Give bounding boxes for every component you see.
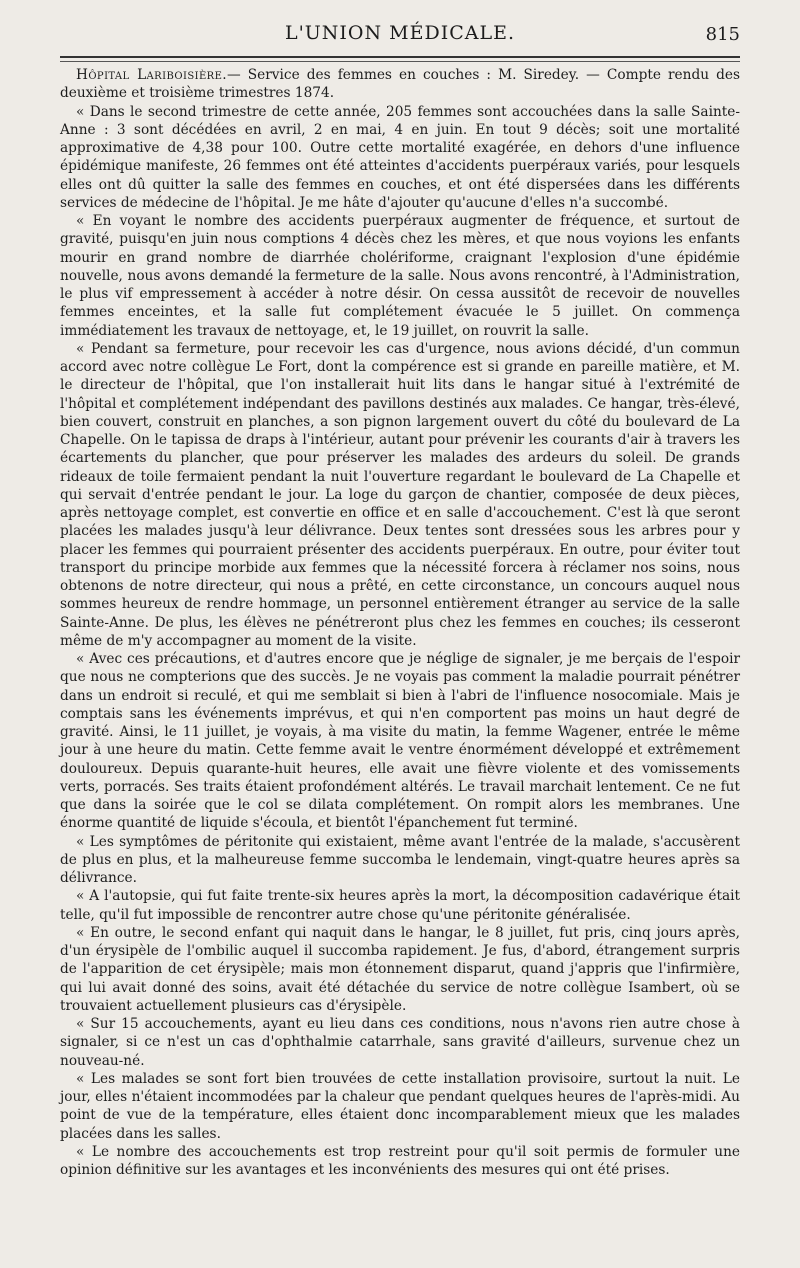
header-rule <box>60 56 740 62</box>
paragraph: « En outre, le second enfant qui naquit dans le hangar, le 8 juillet, fut pris, cinq jours après, d'un érysipèle de l'ombilic auquel il succomba rapidement. Je fus, d'abord, étrangement surpris de l'apparition de cet érysipèle; mais mon étonnement disparut, quand j'appris que l'infirmière, qui lui avait donné des soins, avait été détachée du service de notre collègue Isambert, où se trouvaient actuellement plusieurs cas d'érysipèle. <box>60 924 740 1014</box>
paragraph: « Les symptômes de péritonite qui existaient, même avant l'entrée de la malade, s'accusèrent de plus en plus, et la malheureuse femme succomba le lendemain, vingt-quatre heures après sa délivrance. <box>60 833 740 886</box>
intro-text: — Service des femmes en couches : M. Siredey. — Compte rendu des deuxième et troisième trimestres 1874. <box>60 67 740 102</box>
article-body <box>60 66 740 1179</box>
page-number: 815 <box>705 24 740 45</box>
paragraph: « Le nombre des accouchements est trop restreint pour qu'il soit permis de formuler une opinion définitive sur les avantages et les inconvénients des mesures qui ont été prises. <box>60 1143 740 1178</box>
paragraph: « Dans le second trimestre de cette année, 205 femmes sont accouchées dans la salle Sainte-Anne : 3 sont décédées en avril, 2 en mai, 4 en juin. En tout 9 décès; soit une mortalité approximative de 4,38 pour 100. Outre cette mortalité exagérée, en dehors d'une influence épidémique manifeste, 26 femmes ont été atteintes d'accidents puerpéraux variés, pour lesquels elles ont dû quitter la salle des femmes en couches, et ont été dispersées dans les différents services de médecine de l'hôpital. Je me hâte d'ajouter qu'aucune d'elles n'a succombé. <box>60 103 740 211</box>
paragraph: « Pendant sa fermeture, pour recevoir les cas d'urgence, nous avions décidé, d'un commun accord avec notre collègue Le Fort, dont la compérence est si grande en pareille matière, et M. le directeur de l'hôpital, que l'on installerait huit lits dans le hangar situé à l'extrémité de l'hôpital et complétement indépendant des pavillons destinés aux malades. Ce hangar, très-élevé, bien couvert, construit en planches, a son pignon largement ouvert du côté du boulevard de La Chapelle. On le tapissa de draps à l'intérieur, autant pour prévenir les courants d'air à travers les écartements du plancher, que pour préserver les malades des ardeurs du soleil. De grands rideaux de toile fermaient pendant la nuit l'ouverture regardant le boulevard de La Chapelle et qui servait d'entrée pendant le jour. La loge du garçon de chantier, composée de deux pièces, après nettoyage complet, est convertie en office et en salle d'accouchement. C'est là que seront placées les malades jusqu'à leur délivrance. Deux tentes sont dressées sous les arbres pour y placer les femmes qui pourraient présenter des accidents puerpéraux. En outre, pour éviter tout transport du principe morbide aux femmes que la nécessité forcera à réclamer nos soins, nous obtenons de notre directeur, qui nous a prêté, en cette circonstance, un concours auquel nous sommes heureux de rendre hommage, un personnel entièrement étranger au service de la salle Sainte-Anne. De plus, les élèves ne pénétreront plus chez les femmes en couches; ils cesseront même de m'y accompagner au moment de la visite. <box>60 340 740 649</box>
page-header <box>60 22 740 56</box>
paragraph: « En voyant le nombre des accidents puerpéraux augmenter de fréquence, et surtout de gravité, puisqu'en juin nous comptions 4 décès chez les mères, et que nous voyions les enfants mourir en grand nombre de diarrhée cholériforme, craignant l'explosion d'une épidémie nouvelle, nous avons demandé la fermeture de la salle. Nous avons rencontré, à l'Administration, le plus vif empressement à accéder à notre désir. On cessa aussitôt de recevoir de nouvelles femmes enceintes, et la salle fut complétement évacuée le 5 juillet. On commença immédiatement les travaux de nettoyage, et, le 19 juillet, on rouvrit la salle. <box>60 213 740 339</box>
paragraph: « Les malades se sont fort bien trouvées de cette installation provisoire, surtout la nuit. Le jour, elles n'étaient incommodées par la chaleur que pendant quelques heures de l'après-midi. Au point de vue de la température, elles étaient donc incomparablement mieux que les malades placées dans les salles. <box>60 1070 740 1142</box>
running-title: L'UNION MÉDICALE. <box>284 22 516 44</box>
paragraph: « Sur 15 accouchements, ayant eu lieu dans ces conditions, nous n'avons rien autre chose à signaler, si ce n'est un cas d'ophthalmie catarrhale, sans gravité d'ailleurs, survenue chez un nouveau-né. <box>60 1016 740 1069</box>
paragraph: « Avec ces précautions, et d'autres encore que je néglige de signaler, je me berçais de l'espoir que nous ne compterions que des succès. Je ne voyais pas comment la maladie pourrait pénétrer dans un endroit si reculé, et qui me semblait si bien à l'abri de l'influence nosocomiale. Mais je comptais sans les événements imprévus, et qui n'en comportent pas moins un haut degré de gravité. Ainsi, le 11 juillet, je voyais, à ma visite du matin, la femme Wagener, entrée le même jour à une heure du matin. Cette femme avait le ventre énormément développé et extrêmement douloureux. Depuis quarante-huit heures, elle avait une fièvre violente et des vomissements verts, porracés. Ses traits étaient profondément altérés. Le travail marchait lentement. Ce ne fut que dans la soirée que le col se dilata complétement. On rompit alors les membranes. Une énorme quantité de liquide s'écoula, et bientôt l'épanchement fut terminé. <box>60 651 740 832</box>
hospital-name: Hôpital Lariboisière. <box>76 67 228 83</box>
article-intro <box>60 66 740 103</box>
paragraph: « A l'autopsie, qui fut faite trente-six heures après la mort, la décomposition cadavérique était telle, qu'il fut impossible de rencontrer autre chose qu'une péritonite généralisée. <box>60 888 740 923</box>
